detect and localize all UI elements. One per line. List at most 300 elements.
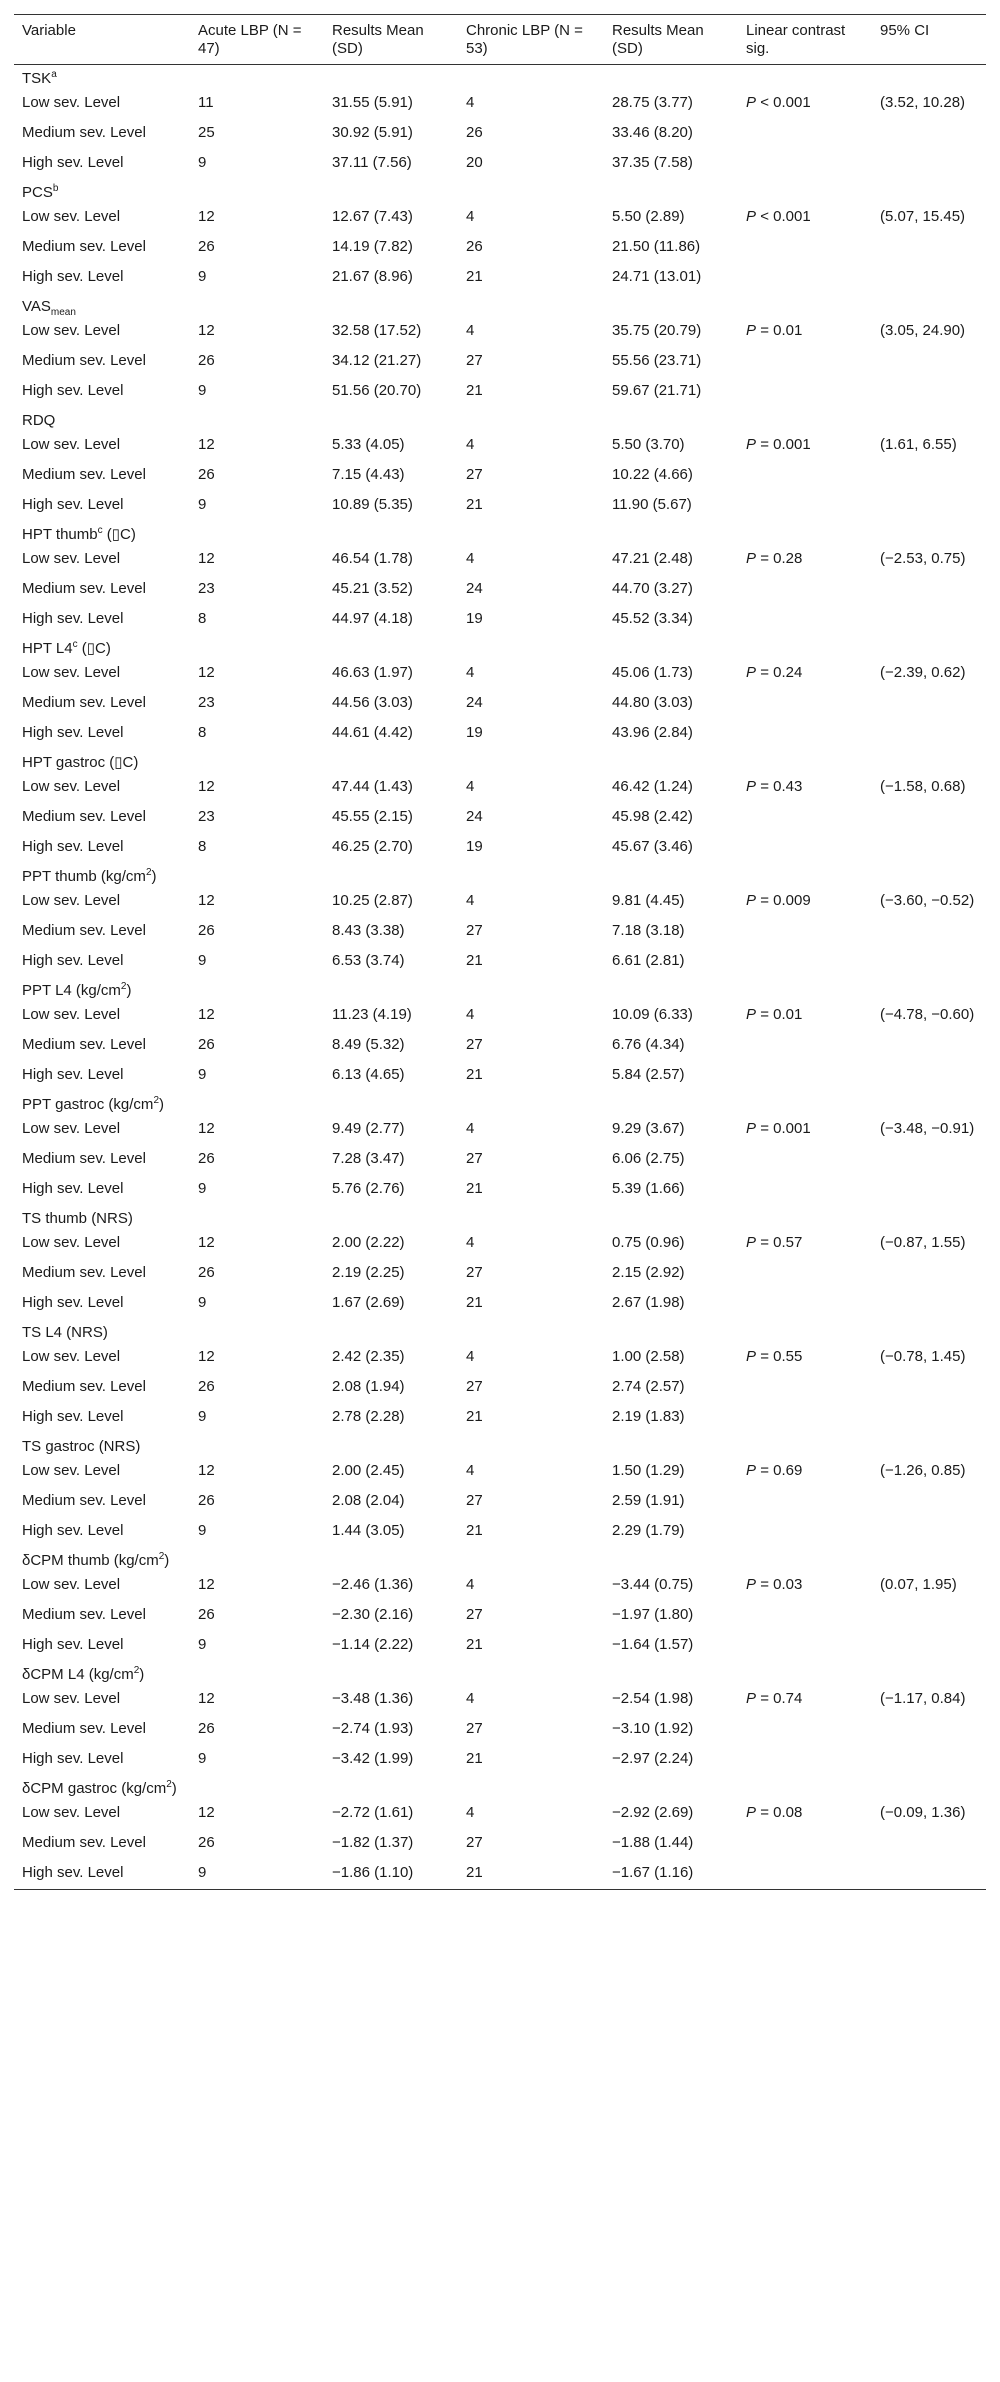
variable-title: δCPM L4 (kg/cm [22,1666,134,1683]
table-row [14,1373,986,1403]
acute-mean-cell: 2.19 (2.25) [332,1264,405,1281]
acute-n-cell: 9 [198,382,207,399]
header-row [14,15,986,65]
acute-n-cell: 11 [198,94,214,111]
acute-mean-cell: 44.56 (3.03) [332,694,413,711]
acute-mean-cell: −2.74 (1.93) [332,1720,414,1737]
ci-cell: (−1.17, 0.84) [880,1690,966,1707]
ci-cell [872,1175,986,1205]
chronic-mean-cell: 9.81 (4.45) [612,892,685,909]
p-value: 0.001 [773,1120,811,1137]
p-symbol: P [746,208,757,225]
chronic-mean-cell: 5.50 (2.89) [612,208,685,225]
variable-unit-suffix: ) [159,1096,164,1113]
variable-name [14,977,986,1001]
significance-cell [738,491,872,521]
ci-cell: (3.52, 10.28) [880,94,966,111]
significance-cell [738,917,872,947]
acute-mean-cell: 44.97 (4.18) [332,610,413,627]
variable-title: δCPM gastroc (kg/cm [22,1780,167,1797]
significance-cell [738,719,872,749]
significance-cell [738,1373,872,1403]
acute-n-cell: 9 [198,1180,207,1197]
chronic-n-cell: 27 [466,1834,483,1851]
chronic-mean-cell: −1.64 (1.57) [612,1636,694,1653]
ci-cell [872,149,986,179]
severity-level-label: Low sev. Level [22,1120,121,1137]
chronic-mean-cell: −1.67 (1.16) [612,1864,694,1881]
acute-n-cell: 9 [198,1864,207,1881]
severity-level-label: Low sev. Level [22,208,121,225]
acute-n-cell: 26 [198,1264,215,1281]
chronic-n-cell: 24 [466,808,483,825]
variable-group-row [14,1319,986,1343]
table-row [14,119,986,149]
chronic-n-cell: 4 [466,1348,475,1365]
chronic-mean-cell: 5.39 (1.66) [612,1180,685,1197]
variable-group-row [14,407,986,431]
acute-mean-cell: 2.08 (2.04) [332,1492,405,1509]
chronic-mean-cell: 2.15 (2.92) [612,1264,685,1281]
acute-mean-cell: 2.42 (2.35) [332,1348,405,1365]
table-row [14,545,986,575]
acute-n-cell: 9 [198,154,207,171]
chronic-mean-cell: 59.67 (21.71) [612,382,702,399]
acute-n-cell: 9 [198,1522,207,1539]
p-operator: = [760,1234,769,1251]
table-row [14,1517,986,1547]
acute-mean-cell: 6.13 (4.65) [332,1066,405,1083]
severity-level-label: High sev. Level [22,382,124,399]
p-operator: = [760,550,769,567]
variable-superscript: c [97,525,103,536]
chronic-mean-cell: 2.67 (1.98) [612,1294,685,1311]
table-row [14,377,986,407]
chronic-n-cell: 4 [466,778,475,795]
p-symbol: P [746,892,757,909]
acute-mean-cell: −1.14 (2.22) [332,1636,414,1653]
ci-cell [872,689,986,719]
p-value: 0.01 [773,322,803,339]
significance-cell [738,317,872,347]
table-row [14,887,986,917]
significance-cell [738,377,872,407]
p-operator: = [760,1006,769,1023]
chronic-n-cell: 4 [466,322,475,339]
p-value: 0.28 [773,550,803,567]
table-row [14,1289,986,1319]
chronic-n-cell: 21 [466,1522,483,1539]
acute-mean-cell: −2.46 (1.36) [332,1576,414,1593]
severity-level-label: High sev. Level [22,1408,124,1425]
acute-mean-cell: 7.15 (4.43) [332,466,405,483]
p-operator: = [760,1462,769,1479]
table-row [14,947,986,977]
table-row [14,203,986,233]
table-row [14,317,986,347]
variable-group-row [14,293,986,317]
header-chronic-mean: Results Mean (SD) [612,22,704,57]
ci-cell [872,1745,986,1775]
chronic-mean-cell: 2.59 (1.91) [612,1492,685,1509]
acute-mean-cell: 5.33 (4.05) [332,436,405,453]
acute-mean-cell: 6.53 (3.74) [332,952,405,969]
severity-level-label: High sev. Level [22,268,124,285]
header-linear-contrast: Linear contrast sig. [746,22,846,57]
acute-n-cell: 12 [198,1576,215,1593]
significance-cell [738,149,872,179]
chronic-n-cell: 27 [466,922,483,939]
table-row [14,1487,986,1517]
p-symbol: P [746,1462,757,1479]
severity-level-label: Low sev. Level [22,1006,121,1023]
severity-level-label: Low sev. Level [22,1348,121,1365]
significance-cell [738,947,872,977]
acute-mean-cell: 21.67 (8.96) [332,268,413,285]
chronic-mean-cell: −3.10 (1.92) [612,1720,694,1737]
chronic-mean-cell: −2.54 (1.98) [612,1690,694,1707]
chronic-mean-cell: 24.71 (13.01) [612,268,702,285]
p-symbol: P [746,94,757,111]
variable-unit-suffix: ) [139,1666,145,1683]
p-operator: = [760,778,769,795]
acute-n-cell: 26 [198,352,215,369]
significance-cell [738,1031,872,1061]
ci-cell [872,1289,986,1319]
chronic-n-cell: 27 [466,1720,483,1737]
p-value: 0.001 [773,94,811,111]
ci-cell: (−2.39, 0.62) [880,664,966,681]
chronic-mean-cell: 43.96 (2.84) [612,724,693,741]
chronic-mean-cell: −3.44 (0.75) [612,1576,694,1593]
chronic-n-cell: 21 [466,1408,483,1425]
table-row [14,803,986,833]
acute-mean-cell: 45.21 (3.52) [332,580,413,597]
header-acute-n: Acute LBP (N = 47) [198,22,302,57]
severity-level-label: High sev. Level [22,1636,124,1653]
significance-cell [738,545,872,575]
chronic-mean-cell: 7.18 (3.18) [612,922,685,939]
significance-cell [738,1145,872,1175]
table-row [14,773,986,803]
acute-mean-cell: 5.76 (2.76) [332,1180,405,1197]
severity-level-label: High sev. Level [22,1294,124,1311]
acute-mean-cell: −3.42 (1.99) [332,1750,414,1767]
acute-mean-cell: −1.86 (1.10) [332,1864,414,1881]
significance-cell [738,1343,872,1373]
p-symbol: P [746,1006,757,1023]
chronic-mean-cell: 45.67 (3.46) [612,838,693,855]
acute-n-cell: 9 [198,1408,207,1425]
chronic-n-cell: 4 [466,208,475,225]
chronic-mean-cell: −1.97 (1.80) [612,1606,694,1623]
acute-mean-cell: 45.55 (2.15) [332,808,413,825]
significance-cell [738,605,872,635]
p-value: 0.001 [773,436,811,453]
severity-level-label: High sev. Level [22,496,124,513]
ci-cell [872,233,986,263]
ci-cell: (−1.26, 0.85) [880,1462,966,1479]
table-row [14,1145,986,1175]
variable-name [14,1547,986,1571]
p-value: 0.08 [773,1804,803,1821]
variable-superscript: 2 [145,867,152,878]
variable-name [14,65,986,90]
chronic-mean-cell: 55.56 (23.71) [612,352,702,369]
variable-name [14,179,986,203]
variable-name [14,863,986,887]
severity-level-label: Medium sev. Level [22,1264,146,1281]
chronic-mean-cell: 6.06 (2.75) [612,1150,685,1167]
severity-level-label: Low sev. Level [22,1462,121,1479]
chronic-mean-cell: 10.22 (4.66) [612,466,693,483]
variable-group-row [14,749,986,773]
chronic-mean-cell: 1.50 (1.29) [612,1462,685,1479]
acute-n-cell: 12 [198,1690,215,1707]
acute-mean-cell: 8.49 (5.32) [332,1036,405,1053]
table-row [14,1745,986,1775]
severity-level-label: High sev. Level [22,724,124,741]
table-row [14,1631,986,1661]
variable-name [14,1433,986,1457]
acute-n-cell: 26 [198,1492,215,1509]
p-value: 0.57 [773,1234,803,1251]
acute-n-cell: 12 [198,550,215,567]
ci-cell [872,605,986,635]
acute-n-cell: 9 [198,1294,207,1311]
variable-group-row [14,1775,986,1799]
acute-mean-cell: 32.58 (17.52) [332,322,422,339]
header-chronic-n: Chronic LBP (N = 53) [466,22,583,57]
significance-cell [738,1289,872,1319]
acute-mean-cell: 2.78 (2.28) [332,1408,405,1425]
ci-cell [872,947,986,977]
severity-level-label: High sev. Level [22,952,124,969]
table-row [14,233,986,263]
p-operator: = [760,1690,769,1707]
ci-cell: (3.05, 24.90) [880,322,966,339]
chronic-mean-cell: −2.92 (2.69) [612,1804,694,1821]
table-row [14,263,986,293]
p-symbol: P [746,1804,757,1821]
acute-n-cell: 8 [198,610,207,627]
variable-title: HPT thumb [22,526,98,543]
acute-mean-cell: 44.61 (4.42) [332,724,413,741]
chronic-mean-cell: 44.80 (3.03) [612,694,693,711]
acute-n-cell: 26 [198,238,215,255]
variable-name [14,1775,986,1799]
p-value: 0.009 [773,892,811,909]
acute-n-cell: 8 [198,724,207,741]
acute-n-cell: 23 [198,580,215,597]
acute-mean-cell: −2.72 (1.61) [332,1804,414,1821]
ci-cell [872,833,986,863]
chronic-mean-cell: 10.09 (6.33) [612,1006,693,1023]
chronic-n-cell: 21 [466,1750,483,1767]
chronic-mean-cell: 33.46 (8.20) [612,124,693,141]
variable-title: TS thumb (NRS) [22,1210,133,1227]
severity-level-label: Low sev. Level [22,550,121,567]
acute-mean-cell: 34.12 (21.27) [332,352,422,369]
p-operator: < [760,94,769,111]
table-row [14,1685,986,1715]
variable-superscript: 2 [153,1095,159,1106]
chronic-n-cell: 26 [466,124,483,141]
ci-cell: (−1.58, 0.68) [880,778,966,795]
ci-cell [872,461,986,491]
variable-superscript: c [72,639,78,650]
chronic-mean-cell: 2.74 (2.57) [612,1378,685,1395]
chronic-n-cell: 19 [466,838,483,855]
p-symbol: P [746,664,757,681]
ci-cell: (−0.09, 1.36) [880,1804,966,1821]
chronic-n-cell: 4 [466,550,475,567]
significance-cell [738,1175,872,1205]
acute-n-cell: 26 [198,1606,215,1623]
severity-level-label: Medium sev. Level [22,1378,146,1395]
ci-cell: (−0.78, 1.45) [880,1348,966,1365]
chronic-n-cell: 27 [466,1378,483,1395]
acute-mean-cell: 1.44 (3.05) [332,1522,405,1539]
ci-cell [872,1373,986,1403]
variable-name [14,749,986,773]
acute-n-cell: 23 [198,808,215,825]
significance-cell [738,1685,872,1715]
table-row [14,461,986,491]
chronic-mean-cell: 45.06 (1.73) [612,664,693,681]
significance-cell [738,1403,872,1433]
ci-cell [872,1859,986,1890]
significance-cell [738,1115,872,1145]
ci-cell: (−2.53, 0.75) [880,550,966,567]
chronic-n-cell: 21 [466,1180,483,1197]
acute-mean-cell: 7.28 (3.47) [332,1150,405,1167]
ci-cell [872,1715,986,1745]
p-value: 0.74 [773,1690,803,1707]
severity-level-label: Low sev. Level [22,1234,121,1251]
header-acute-mean: Results Mean (SD) [332,22,424,57]
acute-n-cell: 26 [198,1150,215,1167]
chronic-n-cell: 27 [466,1036,483,1053]
table-row [14,605,986,635]
p-value: 0.001 [773,208,811,225]
variable-title: TS gastroc (NRS) [22,1438,141,1455]
chronic-mean-cell: 45.52 (3.34) [612,610,693,627]
variable-subscript: mean [50,307,76,318]
p-operator: < [760,208,769,225]
variable-title: HPT L4 [22,640,73,657]
severity-level-label: Medium sev. Level [22,1720,146,1737]
variable-title: PPT gastroc (kg/cm [22,1096,154,1113]
chronic-n-cell: 4 [466,1234,475,1251]
ci-cell: (−4.78, −0.60) [880,1006,975,1023]
acute-n-cell: 9 [198,1636,207,1653]
p-symbol: P [746,550,757,567]
ci-cell [872,1517,986,1547]
table-row [14,1001,986,1031]
ci-cell [872,1259,986,1289]
p-operator: = [760,1576,769,1593]
acute-n-cell: 12 [198,664,215,681]
chronic-n-cell: 20 [466,154,483,171]
significance-cell [738,461,872,491]
chronic-mean-cell: 21.50 (11.86) [612,238,701,255]
significance-cell [738,1799,872,1829]
acute-mean-cell: 10.89 (5.35) [332,496,413,513]
ci-cell [872,1601,986,1631]
chronic-mean-cell: 28.75 (3.77) [612,94,693,111]
variable-title: PCS [22,184,53,201]
p-operator: = [760,1348,769,1365]
ci-cell [872,347,986,377]
p-symbol: P [746,1690,757,1707]
significance-cell [738,1601,872,1631]
chronic-n-cell: 19 [466,610,483,627]
chronic-n-cell: 21 [466,1636,483,1653]
acute-mean-cell: 46.54 (1.78) [332,550,413,567]
acute-n-cell: 12 [198,1006,215,1023]
chronic-n-cell: 21 [466,268,483,285]
significance-cell [738,689,872,719]
variable-unit-suffix: ) [126,982,132,999]
chronic-mean-cell: 9.29 (3.67) [612,1120,685,1137]
acute-n-cell: 12 [198,322,215,339]
table-row [14,431,986,461]
ci-cell [872,119,986,149]
variable-name [14,635,986,659]
chronic-n-cell: 4 [466,1576,475,1593]
acute-mean-cell: 31.55 (5.91) [332,94,413,111]
chronic-mean-cell: 5.50 (3.70) [612,436,685,453]
chronic-mean-cell: 6.76 (4.34) [612,1036,685,1053]
significance-cell [738,431,872,461]
chronic-mean-cell: 1.00 (2.58) [612,1348,685,1365]
chronic-n-cell: 4 [466,94,475,111]
acute-n-cell: 12 [198,1804,215,1821]
significance-cell [738,1517,872,1547]
significance-cell [738,233,872,263]
acute-n-cell: 23 [198,694,215,711]
chronic-mean-cell: 35.75 (20.79) [612,322,702,339]
variable-name [14,1661,986,1685]
variable-superscript: 2 [166,1779,172,1790]
significance-cell [738,1745,872,1775]
severity-level-label: High sev. Level [22,1180,124,1197]
variable-group-row [14,977,986,1001]
chronic-n-cell: 4 [466,1462,475,1479]
severity-level-label: Medium sev. Level [22,238,146,255]
variable-name [14,1091,986,1115]
table-row [14,1601,986,1631]
ci-cell [872,719,986,749]
significance-cell [738,347,872,377]
significance-cell [738,263,872,293]
header-ci: 95% CI [880,22,930,39]
table-row [14,1829,986,1859]
chronic-mean-cell: 37.35 (7.58) [612,154,693,171]
variable-superscript: 2 [158,1551,165,1562]
acute-mean-cell: 11.23 (4.19) [332,1006,412,1023]
severity-level-label: High sev. Level [22,1522,124,1539]
chronic-mean-cell: 44.70 (3.27) [612,580,693,597]
table-row [14,1571,986,1601]
severity-level-label: Medium sev. Level [22,1492,146,1509]
significance-cell [738,1859,872,1890]
table-header [14,15,986,65]
significance-cell [738,1259,872,1289]
variable-title: TS L4 (NRS) [22,1324,108,1341]
severity-level-label: Medium sev. Level [22,694,146,711]
